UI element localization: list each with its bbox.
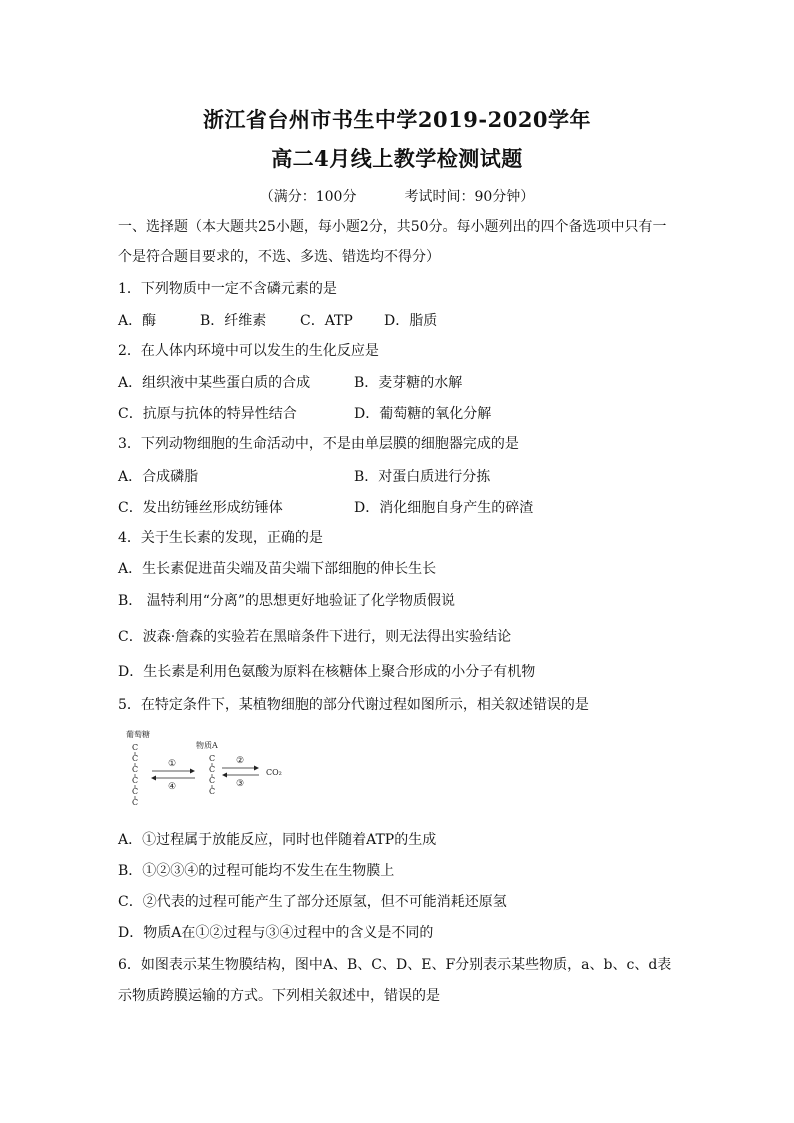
glucose-carbon: C	[131, 765, 139, 774]
glucose-label: 葡萄糖	[126, 730, 150, 739]
metabolism-diagram	[126, 728, 296, 814]
question-1-stem: 1．下列物质中一定不含磷元素的是	[118, 281, 337, 297]
step-4-marker: ④	[167, 782, 177, 792]
question-3-stem: 3．下列动物细胞的生命活动中，不是由单层膜的细胞器完成的是	[118, 436, 519, 452]
substance-a-carbon: C	[208, 754, 216, 763]
question-2-stem: 2．在人体内环境中可以发生的生化反应是	[118, 343, 379, 359]
glucose-carbon: C	[131, 754, 139, 763]
exam-info	[0, 186, 794, 206]
glucose-carbon: C	[131, 798, 139, 807]
question-5-option-b: B．①②③④的过程可能均不发生在生物膜上	[118, 863, 395, 879]
option-c: C．发出纺锤丝形成纺锤体	[118, 500, 283, 516]
glucose-carbon: C	[131, 743, 139, 752]
step-3-marker: ③	[235, 779, 245, 789]
step-1-marker: ①	[167, 759, 177, 769]
question-5-stem: 5．在特定条件下，某植物细胞的部分代谢过程如图所示，相关叙述错误的是	[118, 697, 589, 713]
question-5-option-c: C．②代表的过程可能产生了部分还原氢，但不可能消耗还原氢	[118, 894, 507, 910]
question-5-option-d: D．物质A在①②过程与③④过程中的含义是不同的	[118, 925, 434, 941]
option-c: C．ATP	[300, 313, 353, 329]
option-b: B．对蛋白质进行分拣	[354, 469, 491, 485]
question-4-option-c: C．波森·詹森的实验若在黑暗条件下进行，则无法得出实验结论	[118, 629, 512, 645]
full-score: （满分：100分	[259, 189, 357, 205]
section-instructions-line2: 个是符合题目要求的，不选、多选、错选均不得分）	[118, 249, 440, 265]
arrow-head	[222, 773, 227, 778]
question-4-option-b: B． 温特利用“分离”的思想更好地验证了化学物质假说	[118, 593, 456, 609]
option-c: C．抗原与抗体的特异性结合	[118, 406, 297, 422]
glucose-carbon: C	[131, 776, 139, 785]
exam-time: 考试时间：90分钟）	[404, 189, 535, 205]
step-2-marker: ②	[235, 756, 245, 766]
arrow-head	[151, 776, 156, 781]
exam-title-line1: 浙江省台州市书生中学2019-2020学年	[202, 107, 592, 132]
arrow-head	[190, 769, 195, 774]
option-d: D．葡萄糖的氧化分解	[354, 406, 492, 422]
substance-a-carbon: C	[208, 765, 216, 774]
substance-a-label: 物质A	[196, 741, 218, 750]
section-instructions-line1: 一、选择题（本大题共25小题，每小题2分，共50分。每小题列出的四个备选项中只有一	[118, 219, 667, 235]
option-d: D．脂质	[384, 313, 438, 329]
question-6-stem-line2: 示物质跨膜运输的方式。下列相关叙述中，错误的是	[118, 988, 440, 1004]
option-b: B．麦芽糖的水解	[354, 375, 463, 391]
option-b: B．纤维素	[200, 313, 267, 329]
co2-label: CO₂	[266, 768, 282, 777]
option-a: A．酶	[118, 313, 157, 329]
option-a: A．组织液中某些蛋白质的合成	[118, 375, 311, 391]
glucose-carbon: C	[131, 787, 139, 796]
question-6-stem-line1: 6．如图表示某生物膜结构，图中A、B、C、D、E、F分别表示某些物质，a、b、c、d表	[118, 957, 672, 973]
option-a: A．合成磷脂	[118, 469, 199, 485]
question-4-option-d: D．生长素是利用色氨酸为原料在核糖体上聚合形成的小分子有机物	[118, 664, 536, 680]
question-4-option-a: A．生长素促进苗尖端及苗尖端下部细胞的伸长生长	[118, 561, 437, 577]
metabolism-diagram-svg	[126, 728, 296, 814]
option-d: D．消化细胞自身产生的碎渣	[354, 500, 534, 516]
question-4-stem: 4．关于生长素的发现，正确的是	[118, 530, 323, 546]
arrow-head	[254, 766, 259, 771]
question-5-option-a: A．①过程属于放能反应，同时也伴随着ATP的生成	[118, 832, 437, 848]
exam-title-line2: 高二4月线上教学检测试题	[271, 146, 523, 171]
substance-a-carbon: C	[208, 787, 216, 796]
substance-a-carbon: C	[208, 776, 216, 785]
